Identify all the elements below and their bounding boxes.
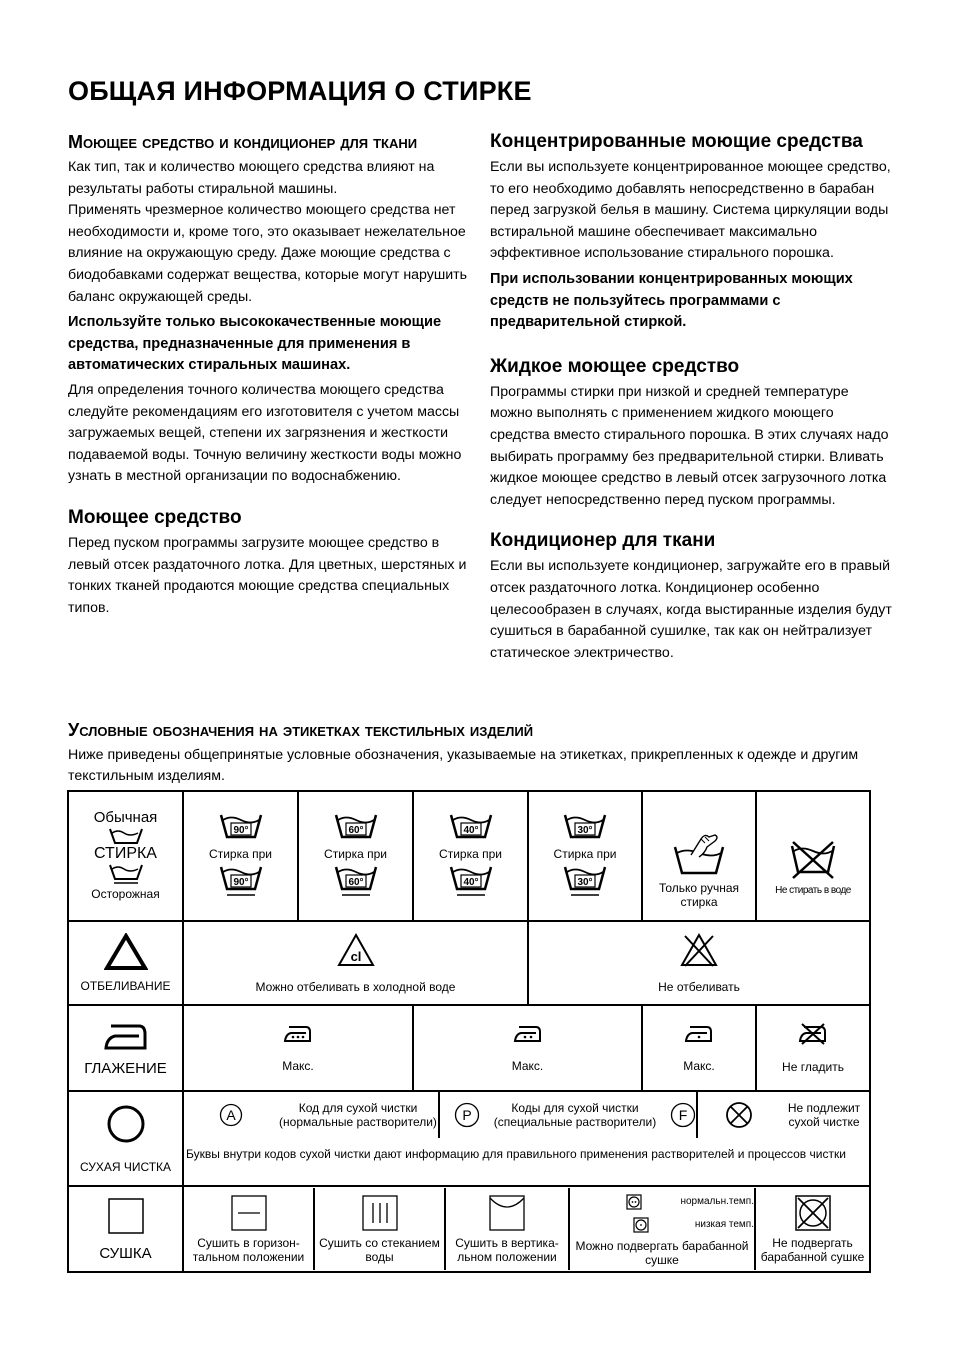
dry-clean-label-cell <box>68 1091 183 1186</box>
iron-low-icon <box>684 1023 714 1045</box>
bold-paragraph: Используйте только высококачественные моющие средства, предназначенные для применения в автоматических стиральных машинах. <box>68 314 442 374</box>
iron-medium-cell <box>413 1005 642 1091</box>
iron-max-label: Макс. <box>511 1059 544 1073</box>
paragraph: Для определения точного количества моющего средства следуйте рекомендациям его изготовителя с учетом массы загружаемых вещей, степени их загрязнения и жесткости подаваемой воды. Точную величину жесткости воды можно узнать в местной организации по водоснабжению. <box>68 381 462 485</box>
svg-text:40°: 40° <box>462 877 479 888</box>
symbols-intro: Ниже приведены общепринятые условные обозначения, указываемые на этикетках, прикрепленных к одежде и другим текстильным изделиям. <box>68 747 859 784</box>
no-dry-clean-label: Не подлежит сухой чистке <box>787 1101 861 1129</box>
dry-row <box>68 1186 870 1272</box>
dry-square-icon <box>107 1197 145 1235</box>
paragraph: Программы стирки при низкой и средней температуре можно выполнять с применением жидкого моющего средства вместо стирального порошка. В этих случаях надо выбирать программу без предварительной стирки. Вливать жидкое моющее средство в левый отсек загрузочного лотка следует непосредственно перед пуском программы. <box>490 383 889 508</box>
iron-high-cell <box>183 1005 413 1091</box>
wash-at-label: Стирка при <box>553 847 617 861</box>
no-bleach-label: Не отбеливать <box>658 980 740 994</box>
wash-at-label: Стирка при <box>209 847 272 861</box>
paragraph: Перед пуском программы загрузите моющее средство в левый отсек раздаточного лотка. Для цветных, шерстяных и тонких тканей продаются моющие средства специальных типов. <box>68 534 467 616</box>
iron-icon <box>103 1020 149 1052</box>
dry-hang-icon <box>488 1194 526 1232</box>
left-column <box>68 130 478 619</box>
no-tumble-icon <box>794 1194 832 1232</box>
dry-hang-group <box>446 1188 570 1270</box>
bleach-label: ОТБЕЛИВАНИЕ <box>80 979 171 993</box>
svg-text:30°: 30° <box>577 877 593 888</box>
dry-clean-p-icon <box>454 1102 480 1128</box>
right-column <box>490 130 895 664</box>
wash-delicate-label: Осторожная <box>91 887 160 901</box>
svg-text:P: P <box>462 1107 472 1123</box>
iron-row <box>68 1005 870 1091</box>
wash-at-label: Стирка при <box>439 847 502 861</box>
no-wash-icon <box>789 838 837 880</box>
dry-clean-row <box>68 1091 870 1186</box>
no-wash-cell <box>756 791 870 921</box>
svg-text:60°: 60° <box>347 825 364 836</box>
wash-60-delicate-icon <box>334 865 378 899</box>
svg-text:90°: 90° <box>232 877 249 888</box>
svg-text:40°: 40° <box>462 825 479 836</box>
bleach-label-cell <box>68 921 183 1005</box>
bleach-triangle-icon <box>104 933 148 971</box>
iron-max-label: Макс. <box>683 1059 715 1073</box>
wash-row <box>68 791 870 921</box>
section-title-detergent: Моющее средство <box>68 506 242 528</box>
wash-at-label: Стирка при <box>324 847 387 861</box>
dry-clean-codes-cell <box>183 1091 870 1186</box>
bleach-row <box>68 921 870 1005</box>
dry-label-cell <box>68 1186 183 1272</box>
wash-normal-label: Обычная <box>93 809 158 826</box>
bold-paragraph: При использовании концентрированных моющих средств не пользуйтесь программами с предварительной стиркой. <box>490 270 853 331</box>
care-symbols-table <box>67 790 871 1273</box>
dry-clean-label: СУХАЯ ЧИСТКА <box>79 1159 172 1174</box>
svg-text:90°: 90° <box>232 825 249 836</box>
svg-text:30°: 30° <box>577 825 593 836</box>
dry-drip-label: Сушить со стеканием воды <box>319 1236 440 1264</box>
dry-clean-a-icon <box>219 1103 243 1127</box>
bleach-cl-icon <box>336 932 376 968</box>
svg-text:F: F <box>678 1107 688 1123</box>
wash-60-icon <box>334 813 378 843</box>
iron-medium-icon <box>513 1023 543 1045</box>
no-iron-cell <box>756 1005 870 1091</box>
dry-hang-label: Сушить в вертика- льном положении <box>455 1236 559 1264</box>
paragraph: Применять чрезмерное количество моющего средства нет необходимости и, кроме того, это оказывает нежелательное влияние на окружающую среду. Даже моющие средства с биодобавками содержат вещества, которые могут нарушить баланс окружающей среды. <box>68 202 468 305</box>
bleach-cold-label: Можно отбеливать в холодной воде <box>255 980 456 994</box>
wash-90-cell <box>183 791 298 921</box>
page-title: ОБЩАЯ ИНФОРМАЦИЯ О СТИРКЕ <box>68 76 532 106</box>
wash-40-icon <box>449 813 493 843</box>
wash-tub-icon <box>108 827 144 845</box>
bleach-cold-cell <box>183 921 528 1005</box>
hand-wash-cell <box>642 791 756 921</box>
section-title-detergent-conditioner: Моющее средство и кондиционер для ткани <box>68 132 418 152</box>
svg-text:cl: cl <box>350 949 361 964</box>
dry-label: СУШКА <box>99 1245 152 1262</box>
tumble-normal-label: нормальн.темп. <box>680 1196 754 1207</box>
section-title-symbols: Условные обозначения на этикетках текстильных изделий <box>68 720 534 740</box>
wash-30-icon <box>563 813 607 843</box>
no-tumble-group <box>756 1188 869 1270</box>
paragraph: Как тип, так и количество моющего средства влияют на результаты работы стиральной машины. <box>68 159 435 197</box>
wash-tub-delicate-icon <box>108 863 144 885</box>
dry-clean-note: Буквы внутри кодов сухой чистки дают информацию для правильного применения растворителей и процессов чистки <box>186 1147 846 1161</box>
no-tumble-label: Не подвергать барабанной сушке <box>760 1236 865 1264</box>
wash-90-icon <box>219 813 263 843</box>
section-title-conditioner: Кондиционер для ткани <box>490 530 716 552</box>
tumble-low-label: низкая темп. <box>694 1219 754 1230</box>
iron-label: ГЛАЖЕНИЕ <box>84 1060 167 1077</box>
dry-flat-label: Сушить в горизон- тальном положении <box>192 1236 305 1264</box>
dry-drip-icon <box>361 1194 399 1232</box>
paragraph: Если вы используете концентрированное моющее средство, то его необходимо добавлять непосредственно в барабан перед загрузкой белья в машину. Система циркуляции воды встиральной машине обеспечивает максимально эффективное использование стирального порошка. <box>490 159 891 262</box>
no-bleach-icon <box>679 932 719 968</box>
tumble-label: Можно подвергать барабанной сушке <box>575 1239 749 1267</box>
hand-wash-label: Только ручная стирка <box>658 881 740 909</box>
symbols-section <box>68 718 898 787</box>
dry-flat-icon <box>230 1194 268 1232</box>
iron-max-label: Макс. <box>282 1059 314 1073</box>
no-dry-clean-icon <box>725 1101 753 1129</box>
wash-60-cell <box>298 791 413 921</box>
dry-flat-group <box>184 1188 315 1270</box>
tumble-low-icon <box>633 1217 649 1233</box>
no-dry-clean-group <box>698 1092 869 1138</box>
dry-clean-circle-icon <box>106 1104 146 1144</box>
wash-label-cell <box>68 791 183 921</box>
paragraph: Если вы используете кондиционер, загружайте его в правый отсек раздаточного лотка. Кондиционер особенно целесообразен в случаях, когда выстиранные изделия будут сушиться в барабанной сушилке, так как он нейтрализует статическое электричество. <box>490 558 892 661</box>
wash-90-delicate-icon <box>219 865 263 899</box>
tumble-dry-group <box>570 1188 756 1270</box>
dry-clean-normal-group <box>184 1092 440 1138</box>
tumble-normal-icon <box>626 1194 642 1210</box>
wash-40-delicate-icon <box>449 865 493 899</box>
svg-text:60°: 60° <box>347 877 364 888</box>
wash-40-cell <box>413 791 528 921</box>
section-title-concentrated: Концентрированные моющие средства <box>490 131 863 152</box>
no-bleach-cell <box>528 921 870 1005</box>
wash-label: СТИРКА <box>94 845 157 862</box>
dry-clean-special-group <box>440 1092 698 1138</box>
iron-high-icon <box>283 1023 313 1045</box>
dry-options-cell <box>183 1186 870 1272</box>
wash-30-delicate-icon <box>563 865 607 899</box>
iron-low-cell <box>642 1005 756 1091</box>
no-iron-icon <box>798 1022 828 1046</box>
svg-text:A: A <box>226 1107 236 1123</box>
dry-clean-f-icon <box>670 1102 696 1128</box>
no-iron-label: Не гладить <box>782 1060 844 1074</box>
section-title-liquid: Жидкое моющее средство <box>490 355 740 377</box>
dry-clean-special-label: Коды для сухой чистки (специальные растворители) <box>493 1101 657 1129</box>
iron-label-cell <box>68 1005 183 1091</box>
wash-30-cell <box>528 791 642 921</box>
dry-clean-normal-label: Код для сухой чистки (нормальные растворители) <box>279 1101 437 1129</box>
dry-drip-group <box>315 1188 446 1270</box>
no-wash-label: Не стирать в воде <box>775 885 851 896</box>
hand-wash-icon <box>671 831 727 877</box>
